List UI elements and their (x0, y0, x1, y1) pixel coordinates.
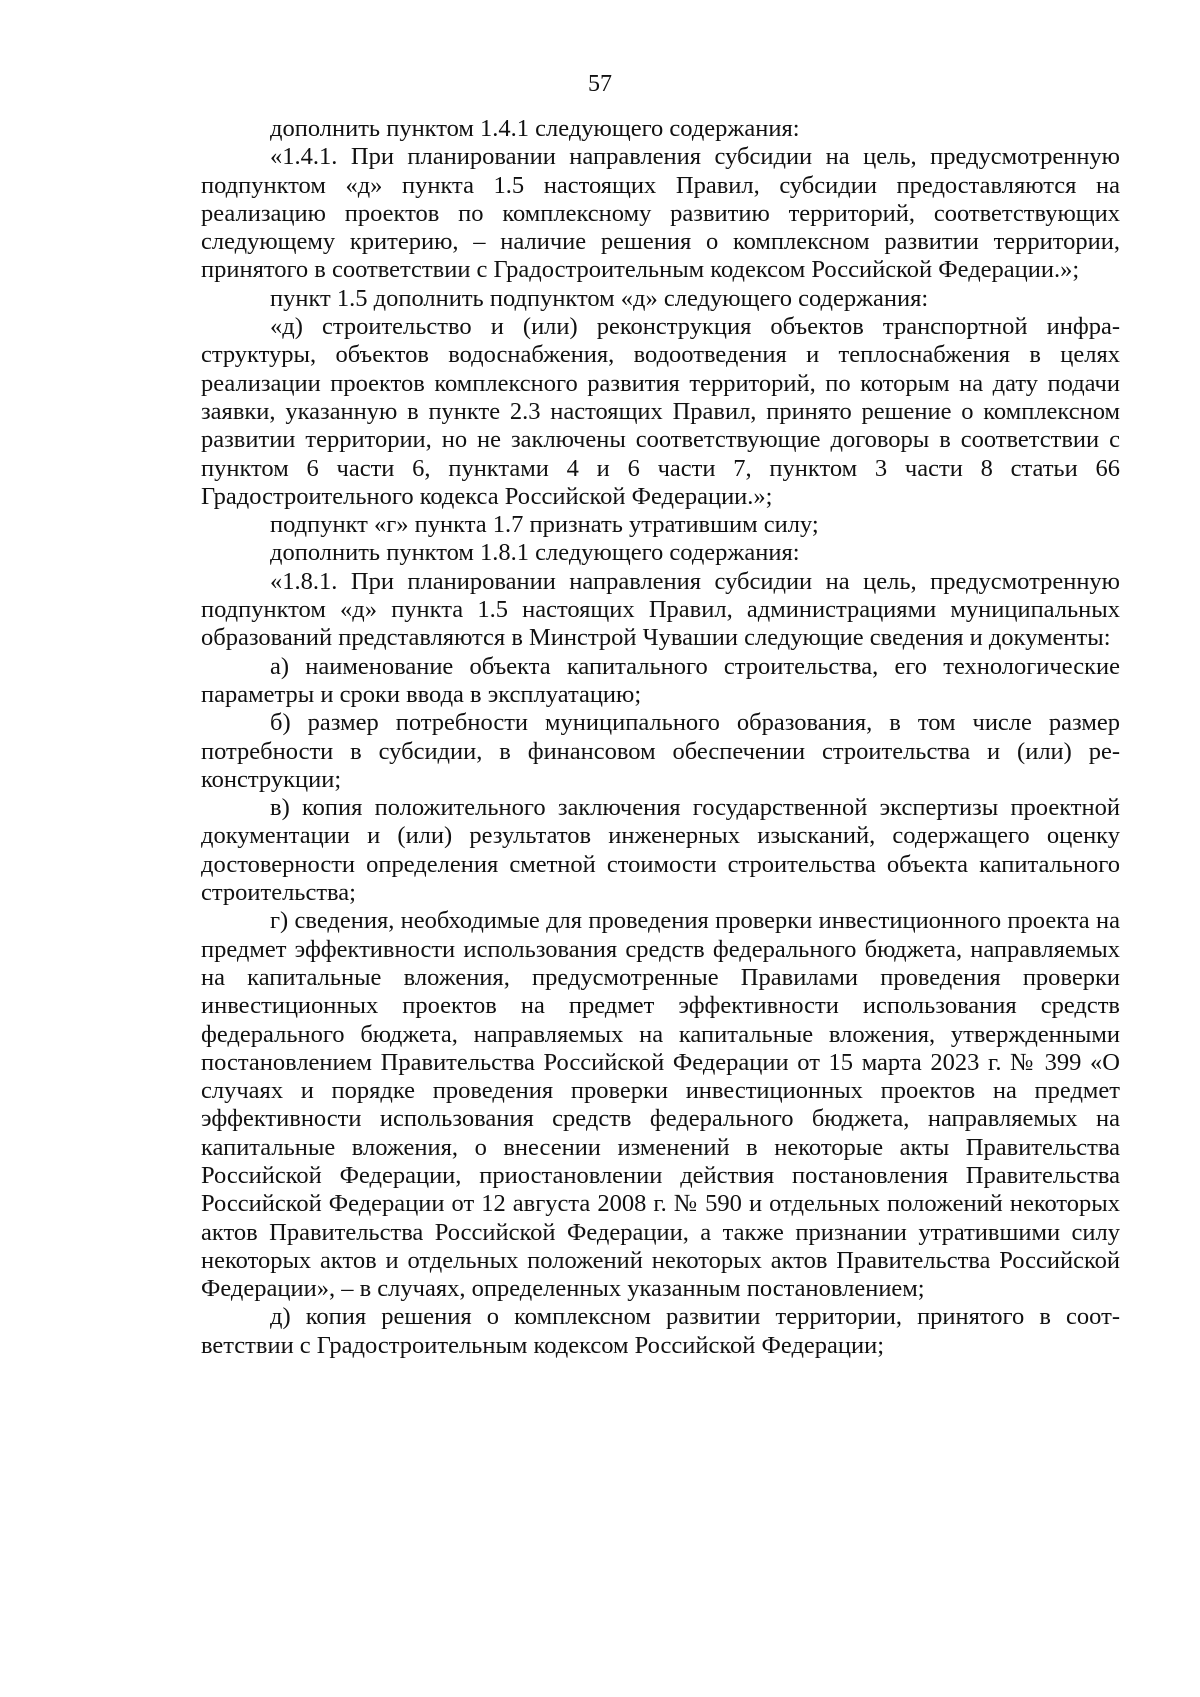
document-body (201, 115, 1120, 1360)
paragraph-subitem-g-void: подпункт «г» пункта 1.7 признать утратившим силу; (270, 511, 819, 539)
list-item-b: б) размер потребности муниципального образования, в том числе размер потребности в субсидии, в финансовом обеспечении строительства и (или) реконструкции; (201, 709, 1120, 793)
paragraph-item-1-4-1-text: «1.4.1. При планировании направления субсидии на цель, предусмотренную подпунктом «д» пункта 1.5 настоящих Правил, субсидии предоставляются на реализацию проектов по комплексному развитию территорий, соответствующих следующему критерию, – наличие решения о комплексном развитии территории, принятого в соответствии с Градостроительным кодексом Российской Федерации.»; (201, 143, 1120, 284)
list-item-d: д) копия решения о комплексном развитии территории, принятого в соответствии с Градостроительным кодексом Российской Федерации; (201, 1303, 1120, 1359)
list-item-a: а) наименование объекта капитального строительства, его технологические параметры и сроки ввода в эксплуатацию; (201, 652, 1120, 708)
list-item-g: г) сведения, необходимые для проведения проверки инвестиционного проекта на предмет эффективности использования средств федерального бюджета, направляемых на капитальные вложения, предусмотренные Правилами проведения проверки инвестиционных проектов на предмет эффективности использования средств федерального бюджета, направляемых на капитальные вложения, утвержденными постановлением Правительства Российской Федерации от 15 марта 2023 г. № 399 «О случаях и порядке проведения проверки инвестиционных проектов на предмет эффективности использования средств федерального бюджета, направляемых на капитальные вложения, о внесении изменений в некоторые акты Правительства Российской Федерации, приостановлении действия постановления Правительства Российской Федерации от 12 августа 2008 г. № 590 и отдельных положений некоторых актов Правительства Российской Федерации, а также признании утратившими силу некоторых актов и отдельных положений некоторых актов Правительства Российской Федерации», – в случаях, определенных указанным постановлением; (201, 907, 1120, 1303)
paragraph-item-1-8-1-text: «1.8.1. При планировании направления субсидии на цель, предусмотренную подпунктом «д» пункта 1.5 настоящих Правил, администрациями муниципальных образований представляются в Минстрой Чувашии следующие сведения и документы: (201, 567, 1120, 652)
paragraph-add-item-1-4-1: дополнить пунктом 1.4.1 следующего содержания: (270, 115, 800, 142)
paragraph-add-subitem-d: пункт 1.5 дополнить подпунктом «д» следующего содержания: (270, 284, 929, 312)
paragraph-subitem-d-text: «д) строительство и (или) реконструкция объектов транспортной инфраструктуры, объектов водоснабжения, водоотведения и теплоснабжения в целях реализации проектов комплексного развития территорий, по которым на дату подачи заявки, указанную в пункте 2.3 настоящих Правил, принято решение о комплексном развитии территории, но не заключены соответствующие договоры в соответствии с пунктом 6 части 6, пунктами 4 и 6 части 7, пунктом 3 части 8 статьи 66 Градостроительного кодекса Российской Федерации.»; (201, 313, 1120, 510)
paragraph-add-item-1-8-1: дополнить пунктом 1.8.1 следующего содержания: (270, 539, 800, 567)
page-number: 57 (588, 71, 612, 97)
list-item-v: в) копия положительного заключения государственной экспертизы проектной документации и (или) результатов инженерных изысканий, содержащего оценку достоверности определения сметной стоимости строительства объекта капитального строительства; (201, 794, 1120, 907)
